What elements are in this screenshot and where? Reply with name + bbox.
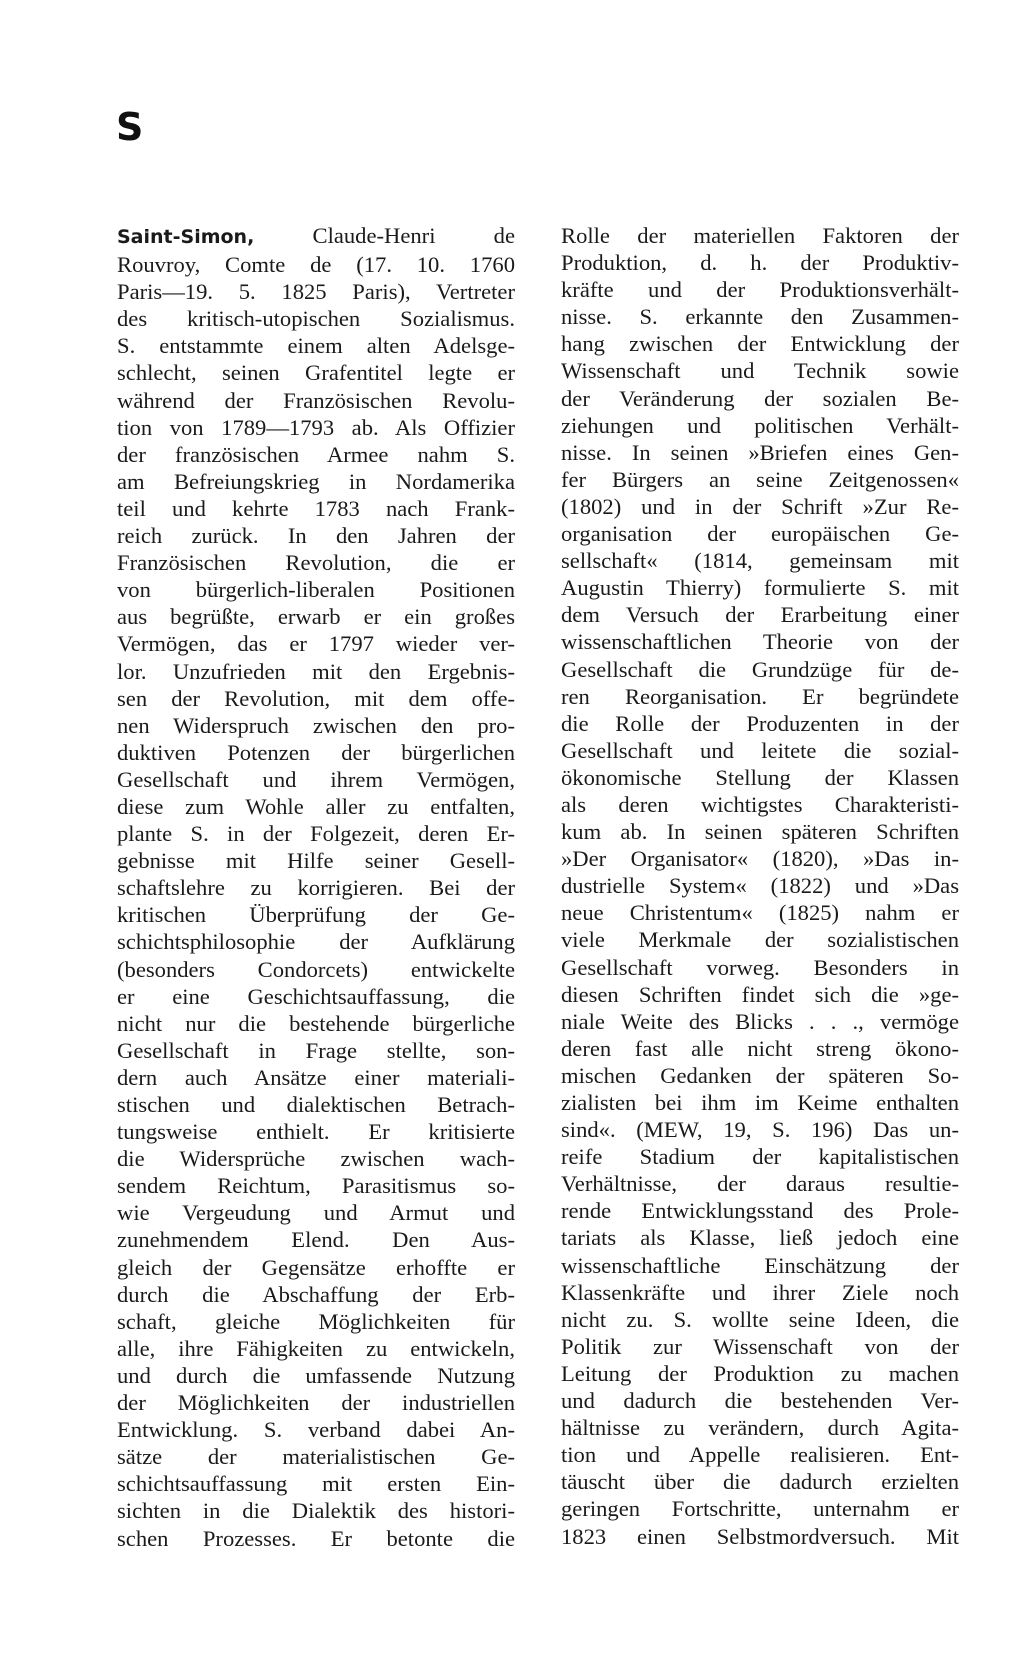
text-line: nicht nur die bestehende bürgerliche xyxy=(117,1010,515,1036)
text-line: er eine Geschichtsauffassung, die xyxy=(117,983,515,1009)
text-line: »Der Organisator« (1820), »Das in- xyxy=(561,846,959,872)
text-line: dem Versuch der Erarbeitung einer xyxy=(561,602,959,628)
text-line: Entwicklung. S. verband dabei An- xyxy=(117,1417,515,1443)
headword-continuation: Claude-Henri de xyxy=(254,223,515,248)
text-line: täuscht über die dadurch erzielten xyxy=(561,1469,959,1495)
text-line: die Widersprüche zwischen wach- xyxy=(117,1146,515,1172)
text-line: kräfte und der Produktionsverhält- xyxy=(561,277,959,303)
text-line: Gesellschaft die Grundzüge für de- xyxy=(561,656,959,682)
text-line: Politik zur Wissenschaft von der xyxy=(561,1333,959,1359)
text-line: ziehungen und politischen Verhält- xyxy=(561,412,959,438)
text-line: die Rolle der Produzenten in der xyxy=(561,710,959,736)
text-line: ren Reorganisation. Er begründete xyxy=(561,683,959,709)
text-line: wie Vergeudung und Armut und xyxy=(117,1200,515,1226)
text-line: und durch die umfassende Nutzung xyxy=(117,1362,515,1388)
text-line: Vermögen, das er 1797 wieder ver- xyxy=(117,631,515,657)
text-line: sind«. (MEW, 19, S. 196) Das un- xyxy=(561,1117,959,1143)
text-line: gebnisse mit Hilfe seiner Gesell- xyxy=(117,848,515,874)
text-line: plante S. in der Folgezeit, deren Er- xyxy=(117,821,515,847)
text-line: Paris—19. 5. 1825 Paris), Vertreter xyxy=(117,279,515,305)
text-line: Französischen Revolution, die er xyxy=(117,550,515,576)
text-line: diese zum Wohle aller zu entfalten, xyxy=(117,793,515,819)
text-line: tion und Appelle realisieren. Ent- xyxy=(561,1442,959,1468)
text-line: hang zwischen der Entwicklung der xyxy=(561,331,959,357)
text-line: 1823 einen Selbstmordversuch. Mit xyxy=(561,1523,959,1549)
left-column xyxy=(117,222,515,1552)
text-line: (1802) und in der Schrift »Zur Re- xyxy=(561,493,959,519)
text-line: schaftslehre zu korrigieren. Bei der xyxy=(117,875,515,901)
text-line: fer Bürgers an seine Zeitgenossen« xyxy=(561,466,959,492)
text-line: Klassenkräfte und ihrer Ziele noch xyxy=(561,1279,959,1305)
text-line: schichtsphilosophie der Aufklärung xyxy=(117,929,515,955)
headword: Saint-Simon, xyxy=(117,226,255,248)
text-line: schichtsauffassung mit ersten Ein- xyxy=(117,1471,515,1497)
text-line: der französischen Armee nahm S. xyxy=(117,441,515,467)
text-line: zialisten bei ihm im Keime enthalten xyxy=(561,1090,959,1115)
text-line: gleich der Gegensätze erhoffte er xyxy=(117,1254,515,1280)
text-line: Gesellschaft und leitete die sozial- xyxy=(561,737,959,763)
text-line: (besonders Condorcets) entwickelte xyxy=(117,956,515,982)
text-line: Rouvroy, Comte de (17. 10. 1760 xyxy=(117,252,515,278)
text-line: und dadurch die bestehenden Ver- xyxy=(561,1388,959,1414)
text-line: tion von 1789—1793 ab. Als Offizier xyxy=(117,414,515,440)
text-line: neue Christentum« (1825) nahm er xyxy=(561,900,959,926)
text-line: Rolle der materiellen Faktoren der xyxy=(561,223,959,248)
text-line: von bürgerlich-liberalen Positionen xyxy=(117,577,515,603)
text-line: am Befreiungskrieg in Nordamerika xyxy=(117,468,515,494)
text-line: nisse. In seinen »Briefen eines Gen- xyxy=(561,439,959,465)
text-line: schlecht, seinen Grafentitel legte er xyxy=(117,360,515,386)
text-line: mischen Gedanken der späteren So- xyxy=(561,1062,959,1088)
text-line: ökonomische Stellung der Klassen xyxy=(561,764,959,790)
text-line: wissenschaftlichen Theorie von der xyxy=(561,629,959,655)
text-line: Gesellschaft in Frage stellte, son- xyxy=(117,1037,515,1063)
text-line: sellschaft« (1814, gemeinsam mit xyxy=(561,548,959,574)
right-column xyxy=(561,222,959,1550)
text-line: tariats als Klasse, ließ jedoch eine xyxy=(561,1225,959,1251)
text-line: dustrielle System« (1822) und »Das xyxy=(561,873,959,899)
text-line: sätze der materialistischen Ge- xyxy=(117,1444,515,1470)
text-line: organisation der europäischen Ge- xyxy=(561,521,959,547)
text-line: reich zurück. In den Jahren der xyxy=(117,523,515,549)
text-line: der Veränderung der sozialen Be- xyxy=(561,385,959,411)
text-line: Augustin Thierry) formulierte S. mit xyxy=(561,575,959,601)
text-line: nen Widerspruch zwischen den pro- xyxy=(117,712,515,738)
text-line: kritischen Überprüfung der Ge- xyxy=(117,902,515,928)
text-line: kum ab. In seinen späteren Schriften xyxy=(561,819,959,845)
text-line: lor. Unzufrieden mit den Ergebnis- xyxy=(117,658,515,684)
section-letter: S xyxy=(116,105,144,149)
text-line: hältnisse zu verändern, durch Agita- xyxy=(561,1415,959,1441)
text-line: viele Merkmale der sozialistischen xyxy=(561,927,959,953)
text-line-first xyxy=(117,222,515,251)
text-line: nisse. S. erkannte den Zusammen- xyxy=(561,304,959,330)
text-line: rende Entwicklungsstand des Prole- xyxy=(561,1198,959,1224)
text-line: deren fast alle nicht streng ökono- xyxy=(561,1035,959,1061)
text-line: aus begrüßte, erwarb er ein großes xyxy=(117,604,515,630)
text-line: reife Stadium der kapitalistischen xyxy=(561,1144,959,1170)
text-line: stischen und dialektischen Betrach- xyxy=(117,1092,515,1117)
text-line: der Möglichkeiten der industriellen xyxy=(117,1390,515,1416)
text-line: Verhältnisse, der daraus resultie- xyxy=(561,1171,959,1197)
text-line: Leitung der Produktion zu machen xyxy=(561,1360,959,1386)
text-line: schen Prozesses. Er betonte die xyxy=(117,1525,515,1551)
text-line: Produktion, d. h. der Produktiv- xyxy=(561,250,959,276)
text-line: alle, ihre Fähigkeiten zu entwickeln, xyxy=(117,1335,515,1361)
text-line: sendem Reichtum, Parasitismus so- xyxy=(117,1173,515,1199)
text-line: zunehmendem Elend. Den Aus- xyxy=(117,1227,515,1253)
text-line: dern auch Ansätze einer materiali- xyxy=(117,1064,515,1090)
text-line: durch die Abschaffung der Erb- xyxy=(117,1281,515,1307)
text-line: Gesellschaft und ihrem Vermögen, xyxy=(117,766,515,792)
text-line: nicht zu. S. wollte seine Ideen, die xyxy=(561,1306,959,1332)
text-line: S. entstammte einem alten Adelsge- xyxy=(117,333,515,359)
text-line: sen der Revolution, mit dem offe- xyxy=(117,685,515,711)
text-line: sichten in die Dialektik des histori- xyxy=(117,1498,515,1524)
text-line: teil und kehrte 1783 nach Frank- xyxy=(117,495,515,521)
text-line: niale Weite des Blicks . . ., vermöge xyxy=(561,1008,959,1034)
text-line: während der Französischen Revolu- xyxy=(117,387,515,413)
text-line: diesen Schriften findet sich die »ge- xyxy=(561,981,959,1007)
text-line: duktiven Potenzen der bürgerlichen xyxy=(117,739,515,765)
text-line: geringen Fortschritte, unternahm er xyxy=(561,1496,959,1522)
text-line: tungsweise enthielt. Er kritisierte xyxy=(117,1119,515,1145)
text-line: des kritisch-utopischen Sozialismus. xyxy=(117,306,515,332)
text-line: Gesellschaft vorweg. Besonders in xyxy=(561,954,959,980)
text-line: wissenschaftliche Einschätzung der xyxy=(561,1252,959,1278)
text-line: Wissenschaft und Technik sowie xyxy=(561,358,959,384)
text-line: als deren wichtigstes Charakteristi- xyxy=(561,791,959,817)
text-line: schaft, gleiche Möglichkeiten für xyxy=(117,1308,515,1334)
